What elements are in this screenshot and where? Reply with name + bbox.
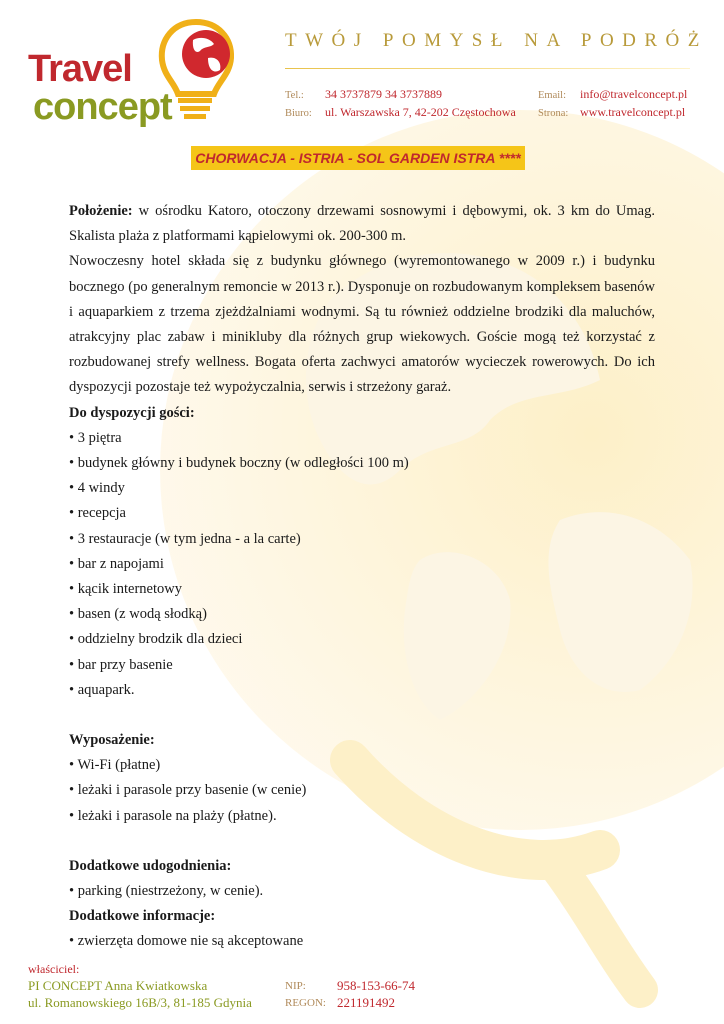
list-item: • parking (niestrzeżony, w cenie). [69, 883, 264, 900]
website-link[interactable]: www.travelconcept.pl [580, 105, 686, 119]
list-item: • leżaki i parasole na plaży (płatne). [69, 807, 277, 824]
info-heading: Dodatkowe informacje: [69, 908, 216, 925]
office-label: Biuro: [285, 108, 312, 119]
letterhead [0, 0, 724, 140]
spacer [69, 703, 655, 728]
tagline: TWÓJ POMYSŁ NA PODRÓŻ [285, 30, 708, 51]
list-item: • 4 windy [69, 480, 125, 497]
email-label: Email: [538, 90, 566, 101]
equipment-heading: Wyposażenie: [69, 732, 155, 749]
list-item: • oddzielny brodzik dla dzieci [69, 631, 243, 648]
list-item: • Wi-Fi (płatne) [69, 757, 161, 774]
list-item: • kącik internetowy [69, 581, 182, 598]
office-value: ul. Warszawska 7, 42-202 Częstochowa [325, 105, 516, 119]
contact-right [538, 86, 687, 122]
spacer [69, 829, 655, 854]
owner-address: ul. Romanowskiego 16B/3, 81-185 Gdynia [28, 995, 252, 1010]
logo-travel-text: Travel [28, 48, 132, 90]
list-item: • 3 piętra [69, 429, 122, 446]
tel-label: Tel.: [285, 90, 304, 101]
logo-concept-text: concept [33, 86, 172, 128]
list-item: • budynek główny i budynek boczny (w odległości 100 m) [69, 455, 409, 472]
description-paragraph: Nowoczesny hotel składa się z budynku głównego (wyremontowanego w 2009 r.) i budynku bocznego (po generalnym remoncie w 2013 r.). Dysponuje on rozbudowanym kompleksem basenów i aquaparkiem z trzema zjeżdżalniami wodnymi. Są tu również oddzielne brodziki dla maluchów, atrakcyjny plac zabaw i minikluby dla różnych grup wiekowych. Goście mogą też korzystać z rozbudowanej strefy wellness. Bogata oferta zachwyci amatorów wycieczek rowerowych. Do ich dyspozycji pozostaje też wypożyczalnia, serwis i strzeżony garaż. [69, 253, 655, 396]
location-text: w ośrodku Katoro, otoczony drzewami sosnowymi i dębowymi, ok. 3 km do Umag. Skalista plaża z platformami kąpielowymi ok. 200-300 m. [69, 203, 655, 245]
location-paragraph [69, 199, 655, 249]
footer [0, 958, 724, 1024]
list-item: • recepcja [69, 505, 126, 522]
list-item: • bar z napojami [69, 555, 164, 572]
owner-name: PI CONCEPT Anna Kwiatkowska [28, 978, 208, 993]
nip-value: 958-153-66-74 [337, 978, 415, 993]
header-divider [285, 68, 690, 69]
list-item: • 3 restauracje (w tym jedna - a la carte) [69, 530, 301, 547]
list-item: • bar przy basenie [69, 656, 173, 673]
document-title: CHORWACJA - ISTRIA - SOL GARDEN ISTRA **** [191, 146, 525, 170]
document-body [69, 199, 655, 955]
regon-label: REGON: [285, 997, 326, 1009]
tel-value: 34 3737879 34 3737889 [325, 87, 442, 101]
list-item: • leżaki i parasole przy basenie (w cenie) [69, 782, 307, 799]
regon-value: 221191492 [337, 995, 396, 1010]
guests-heading: Do dyspozycji gości: [69, 404, 195, 421]
list-item: • aquapark. [69, 681, 135, 698]
list-item: • zwierzęta domowe nie są akceptowane [69, 933, 304, 950]
nip-label: NIP: [285, 980, 306, 992]
email-link[interactable]: info@travelconcept.pl [580, 87, 688, 101]
contact-left [285, 86, 516, 122]
list-item: • basen (z wodą słodką) [69, 606, 207, 623]
owner-label: właściciel: [28, 962, 80, 976]
amenities-heading: Dodatkowe udogodnienia: [69, 857, 232, 874]
location-label: Położenie: [69, 203, 133, 219]
site-label: Strona: [538, 108, 569, 119]
